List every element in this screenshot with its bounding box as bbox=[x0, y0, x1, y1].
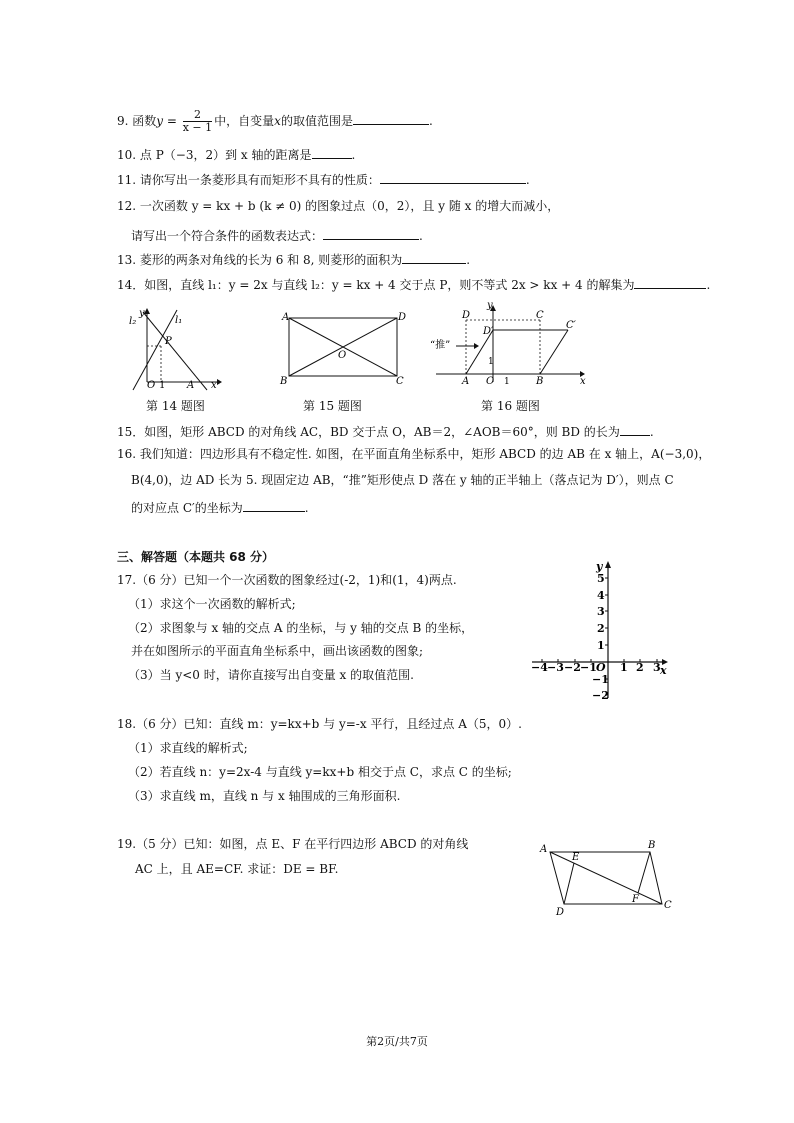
question-12: 12. 一次函数 y = kx + b (k ≠ 0) 的图象过点（0，2），且 y 随 x 的增大而减小， bbox=[117, 199, 560, 213]
figure-14 bbox=[125, 306, 225, 390]
answer-blank[interactable] bbox=[312, 146, 352, 159]
question-19: 19.（5 分）已知：如图，点 E、F 在平行四边形 ABCD 的对角线 bbox=[117, 837, 469, 851]
label-b: B bbox=[648, 840, 656, 851]
ytick: 1 bbox=[597, 639, 605, 652]
label-f: F bbox=[632, 894, 639, 905]
answer-blank[interactable] bbox=[353, 112, 429, 125]
question-18-part2: （2）若直线 n：y=2x-4 与直线 y=kx+b 相交于点 C，求点 C 的坐标; bbox=[128, 765, 512, 779]
caption-15: 第 15 题图 bbox=[303, 399, 362, 413]
ytick: 4 bbox=[597, 589, 605, 602]
question-17: 17.（6 分）已知一个一次函数的图象经过(-2，1)和(1，4)两点. bbox=[117, 573, 457, 587]
xtick: 1 bbox=[620, 661, 628, 674]
label-y: y bbox=[487, 300, 493, 311]
question-16: 16. 我们知道：四边形具有不稳定性. 如图，在平面直角坐标系中，矩形 ABCD 的边 AB 在 x 轴上，A(−3,0)， bbox=[117, 447, 711, 461]
label-a: A bbox=[187, 380, 195, 391]
label-b: B bbox=[536, 376, 544, 387]
label-d: D bbox=[398, 312, 407, 323]
axis-label-y: y bbox=[596, 560, 603, 573]
question-17-part2: （2）求图象与 x 轴的交点 A 的坐标，与 y 轴的交点 B 的坐标， bbox=[128, 621, 474, 635]
figure-16 bbox=[430, 302, 592, 388]
xtick: 2 bbox=[636, 661, 644, 674]
ytick: −1 bbox=[592, 673, 609, 686]
label-c-prime: C′ bbox=[566, 320, 576, 331]
answer-blank[interactable] bbox=[620, 423, 650, 436]
label-x: x bbox=[211, 380, 217, 391]
label-c: C bbox=[536, 310, 544, 321]
answer-blank[interactable] bbox=[243, 499, 305, 512]
question-18-part1: （1）求直线的解析式; bbox=[128, 741, 248, 755]
label-a: A bbox=[462, 376, 470, 387]
answer-blank[interactable] bbox=[323, 227, 419, 240]
label-y: y bbox=[139, 308, 145, 319]
question-18: 18.（6 分）已知：直线 m：y=kx+b 与 y=-x 平行，且经过点 A（5，0）. bbox=[117, 717, 523, 731]
figure-19 bbox=[536, 836, 676, 918]
answer-blank[interactable] bbox=[380, 171, 526, 184]
label-a: A bbox=[282, 312, 290, 323]
label-1-x: 1 bbox=[504, 377, 510, 387]
ytick: 2 bbox=[597, 622, 605, 635]
label-push: “推” bbox=[430, 340, 451, 351]
label-l2: l₂ bbox=[129, 316, 137, 327]
label-1-y: 1 bbox=[488, 357, 494, 367]
question-11: 11. 请你写出一条菱形具有而矩形不具有的性质： . bbox=[117, 173, 530, 187]
caption-14: 第 14 题图 bbox=[146, 399, 205, 413]
question-17-part1: （1）求这个一次函数的解析式; bbox=[128, 597, 296, 611]
answer-blank[interactable] bbox=[634, 276, 706, 289]
question-15: 15．如图，矩形 ABCD 的对角线 AC，BD 交于点 O，AB＝2，∠AOB＝60°，则 BD 的长为 . bbox=[117, 425, 654, 439]
label-d: D bbox=[462, 310, 471, 321]
question-18-part3: （3）求直线 m，直线 n 与 x 轴围成的三角形面积. bbox=[128, 789, 401, 803]
question-13: 13. 菱形的两条对角线的长为 6 和 8, 则菱形的面积为 . bbox=[117, 253, 471, 267]
question-10: 10. 点 P（−3，2）到 x 轴的距离是 . bbox=[117, 148, 356, 162]
label-d-prime: D′ bbox=[483, 326, 494, 337]
label-d: D bbox=[556, 907, 565, 918]
answer-blank[interactable] bbox=[402, 251, 466, 264]
ytick: 5 bbox=[597, 572, 605, 585]
question-17-part3: （3）当 y<0 时，请你直接写出自变量 x 的取值范围. bbox=[128, 668, 414, 682]
label-o: O bbox=[486, 376, 495, 387]
figure-15 bbox=[280, 310, 410, 390]
label-o: O bbox=[147, 380, 156, 391]
label-p: P bbox=[165, 336, 172, 347]
ytick: 3 bbox=[597, 605, 605, 618]
label-c: C bbox=[664, 900, 672, 911]
xtick: 3 bbox=[653, 661, 661, 674]
figure-17-axes bbox=[526, 558, 676, 702]
question-9: 9. 函数y = $\frac{2}{x - 1}$ 中，自变量x的取值范围是 . bbox=[117, 108, 433, 134]
question-19-line2: AC 上，且 AE=CF. 求证：DE = BF. bbox=[135, 862, 339, 876]
label-l1: l₁ bbox=[175, 315, 183, 326]
label-x: x bbox=[580, 376, 586, 387]
label-a: A bbox=[540, 844, 548, 855]
label-e: E bbox=[572, 852, 580, 863]
xtick: −2 bbox=[564, 661, 581, 674]
question-16-line3: 的对应点 C′的坐标为 . bbox=[131, 501, 309, 515]
question-14: 14．如图，直线 l₁：y = 2x 与直线 l₂：y = kx + 4 交于点 P，则不等式 2x > kx + 4 的解集为 . bbox=[117, 278, 711, 292]
label-1: 1 bbox=[159, 380, 166, 391]
label-o: O bbox=[338, 350, 347, 361]
label-c: C bbox=[396, 376, 404, 387]
xtick: −4 bbox=[531, 661, 548, 674]
xtick: −3 bbox=[547, 661, 564, 674]
question-17-part2-cont: 并在如图所示的平面直角坐标系中，画出该函数的图象; bbox=[131, 644, 424, 658]
xtick: −1 bbox=[580, 661, 597, 674]
origin-label: O bbox=[596, 661, 606, 674]
page-footer: 第2页/共7页 bbox=[366, 1035, 428, 1048]
ytick: −2 bbox=[592, 689, 609, 702]
fraction: $\frac{2}{x - 1}$ bbox=[182, 108, 213, 134]
caption-16: 第 16 题图 bbox=[481, 399, 540, 413]
axis-label-x: x bbox=[660, 664, 667, 677]
question-12-line2: 请写出一个符合条件的函数表达式： . bbox=[131, 229, 423, 243]
label-b: B bbox=[280, 376, 288, 387]
question-16-line2: B(4,0)，边 AD 长为 5. 现固定边 AB，“推”矩形使点 D 落在 y 轴的正半轴上（落点记为 D′），则点 C bbox=[131, 473, 674, 487]
section-heading: 三、解答题（本题共 68 分） bbox=[117, 550, 275, 564]
